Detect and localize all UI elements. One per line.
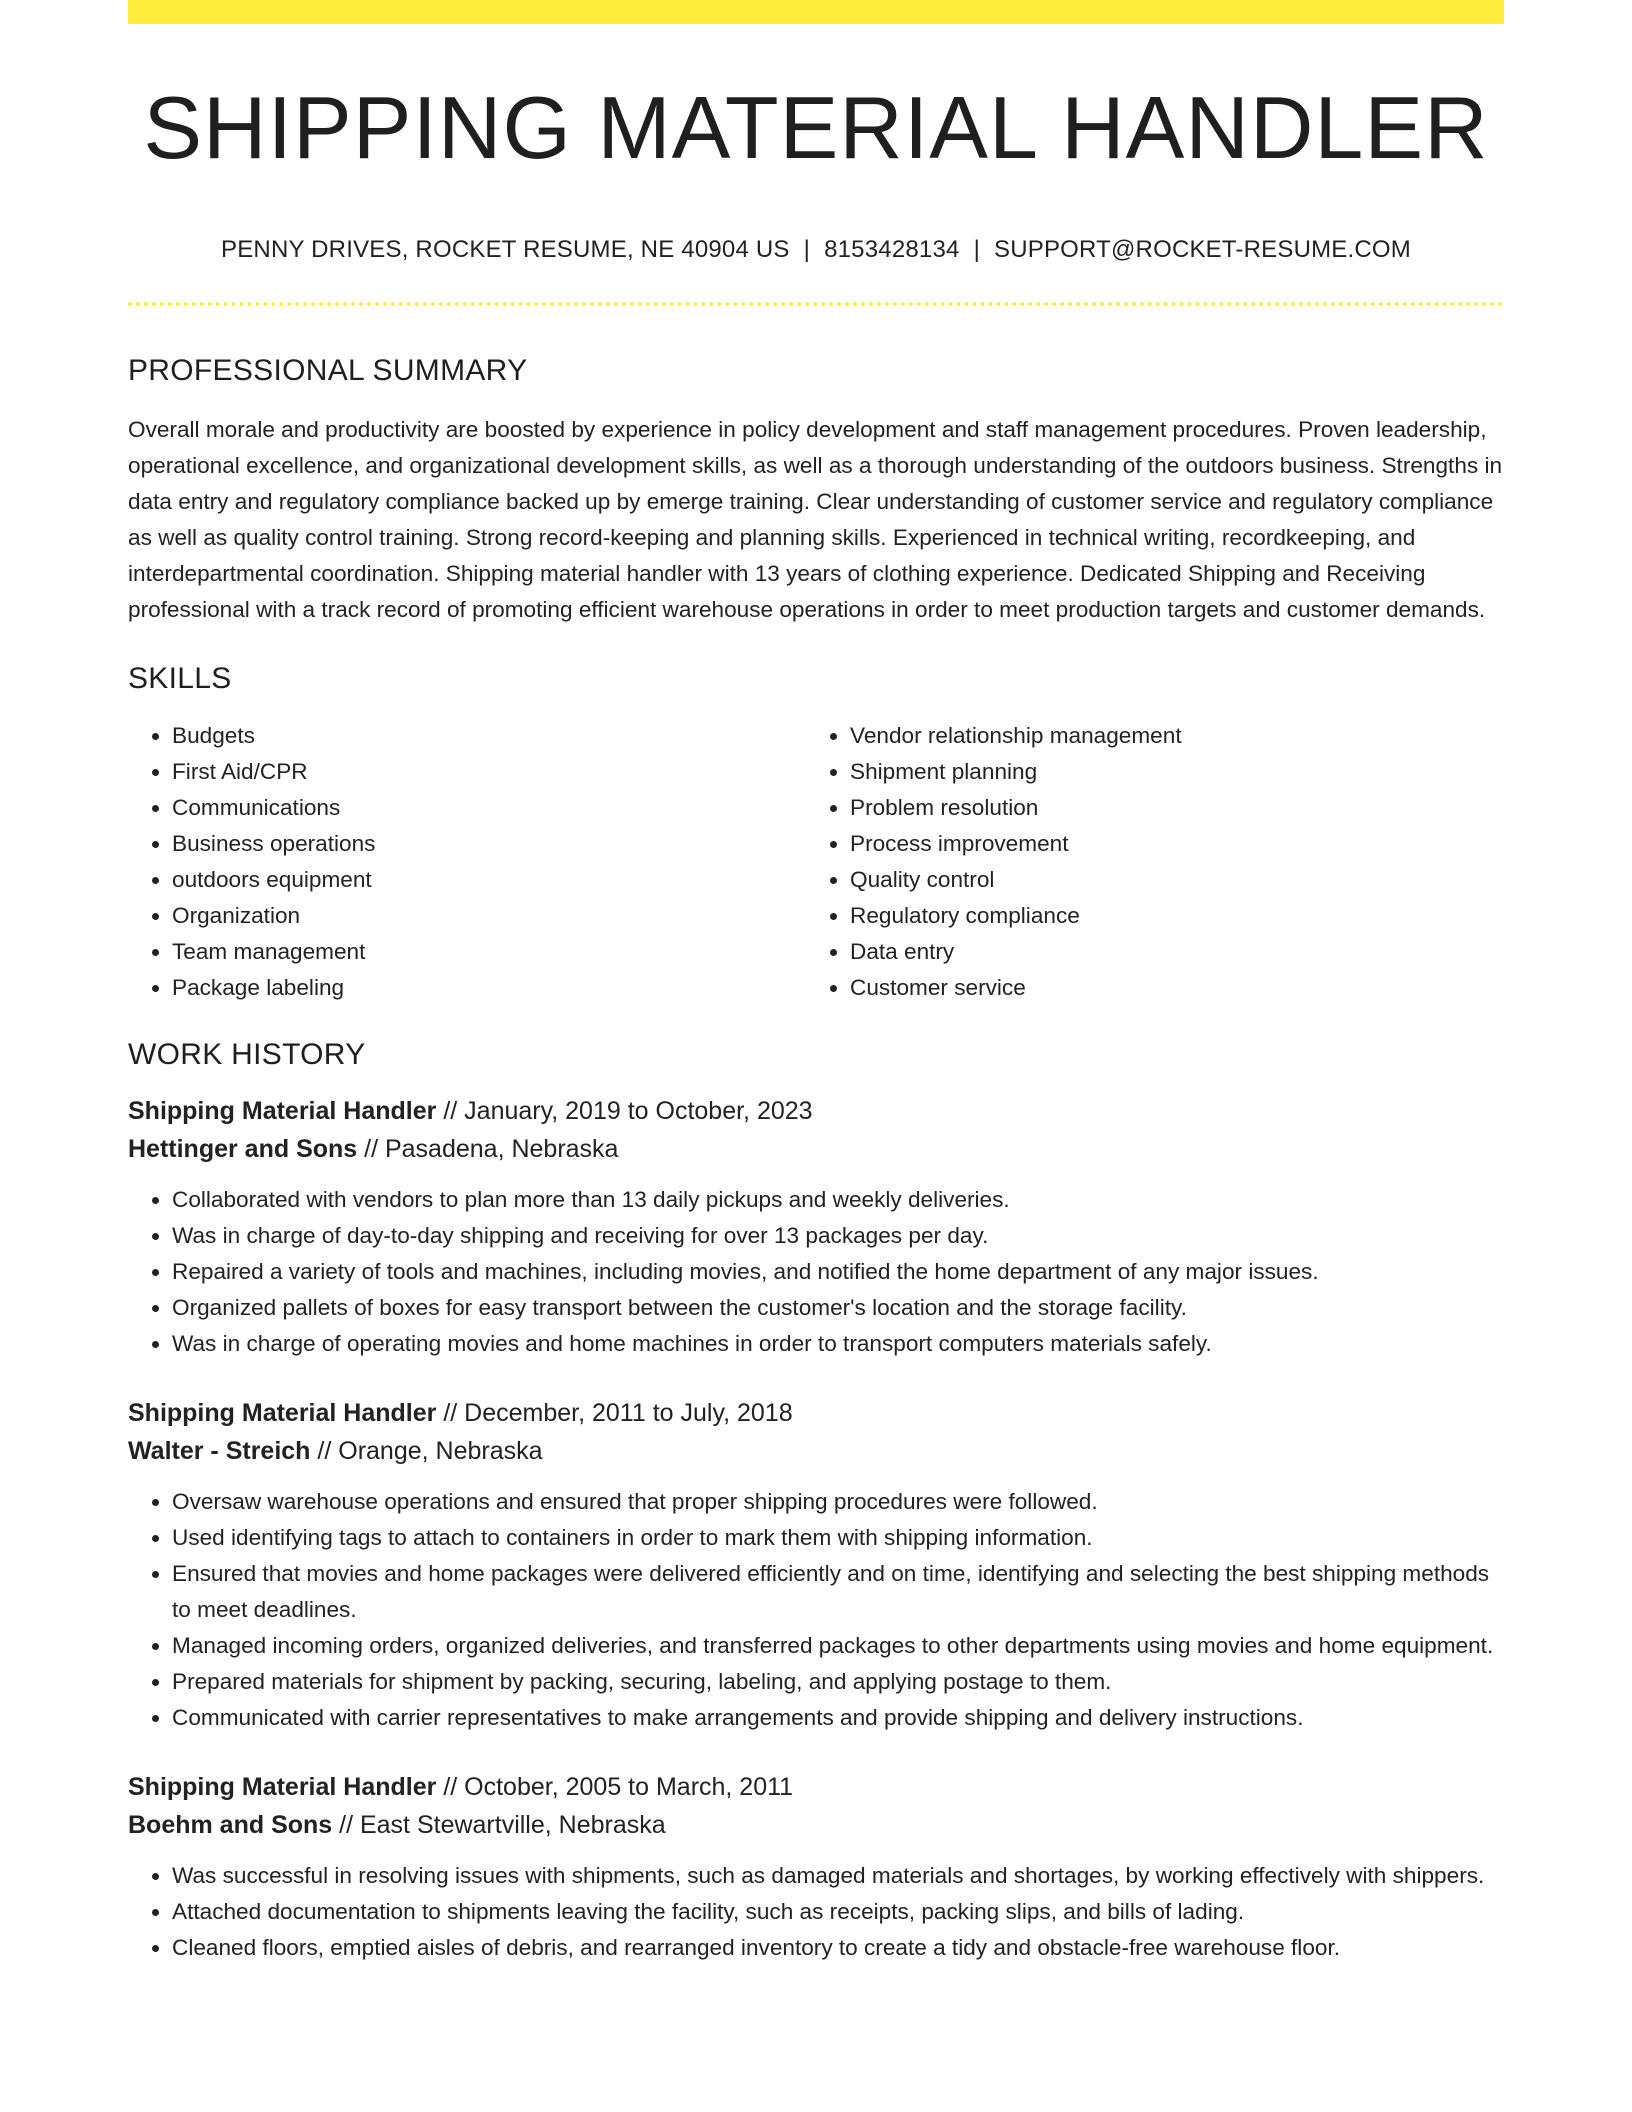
job-dates: // October, 2005 to March, 2011 <box>443 1773 794 1801</box>
job-title-line <box>128 1092 1504 1130</box>
job-company: Walter - Streich <box>128 1437 311 1465</box>
skill-item: • Shipment planning <box>850 754 1484 790</box>
accent-bar <box>128 0 1504 24</box>
summary-heading: PROFESSIONAL SUMMARY <box>128 354 528 387</box>
job-bullet: • Used identifying tags to attach to containers in order to mark them with shipping information. <box>172 1520 1504 1556</box>
job-company: Boehm and Sons <box>128 1811 333 1839</box>
job-title-line <box>128 1768 1504 1806</box>
job-bullet: • Was successful in resolving issues with shipments, such as damaged materials and shortages, by working effectively with shippers. <box>172 1858 1504 1894</box>
job-company-line <box>128 1130 1504 1168</box>
job-entry <box>128 1092 1504 1362</box>
job-dates: // December, 2011 to July, 2018 <box>443 1399 793 1427</box>
job-company-line <box>128 1806 1504 1844</box>
job-title: Shipping Material Handler <box>128 1773 437 1801</box>
skill-item: • Vendor relationship management <box>850 718 1484 754</box>
contact-email[interactable]: SUPPORT@ROCKET-RESUME.COM <box>994 236 1411 263</box>
job-bullet: • Oversaw warehouse operations and ensured that proper shipping procedures were followed. <box>172 1484 1504 1520</box>
skill-item: • First Aid/CPR <box>172 754 806 790</box>
job-company: Hettinger and Sons <box>128 1135 358 1163</box>
skills-list <box>128 718 1504 1006</box>
job-location: // Pasadena, Nebraska <box>364 1135 619 1163</box>
skills-heading: SKILLS <box>128 662 232 695</box>
job-bullet: • Was in charge of day-to-day shipping and receiving for over 13 packages per day. <box>172 1218 1504 1254</box>
job-bullet: • Attached documentation to shipments leaving the facility, such as receipts, packing slips, and bills of lading. <box>172 1894 1504 1930</box>
skill-item: • Problem resolution <box>850 790 1484 826</box>
skills-column-right <box>806 718 1484 1006</box>
job-company-line <box>128 1432 1504 1470</box>
job-entry <box>128 1768 1504 1966</box>
contact-line <box>128 236 1504 264</box>
skill-item: • outdoors equipment <box>172 862 806 898</box>
work-history-heading: WORK HISTORY <box>128 1038 366 1071</box>
skill-item: • Organization <box>172 898 806 934</box>
contact-address: PENNY DRIVES, ROCKET RESUME, NE 40904 US <box>221 236 790 263</box>
job-title: Shipping Material Handler <box>128 1399 437 1427</box>
job-bullet: • Was in charge of operating movies and home machines in order to transport computers materials safely. <box>172 1326 1504 1362</box>
job-bullet: • Communicated with carrier representatives to make arrangements and provide shipping and delivery instructions. <box>172 1700 1504 1736</box>
skill-item: • Team management <box>172 934 806 970</box>
job-bullet: • Prepared materials for shipment by packing, securing, labeling, and applying postage to them. <box>172 1664 1504 1700</box>
contact-phone[interactable]: 8153428134 <box>824 236 960 263</box>
contact-separator: | <box>973 236 980 263</box>
job-bullets <box>128 1182 1504 1362</box>
job-bullet: • Ensured that movies and home packages were delivered efficiently and on time, identifying and selecting the best shipping methods to meet deadlines. <box>172 1556 1504 1628</box>
resume-page <box>128 0 1504 1966</box>
job-bullet: • Repaired a variety of tools and machines, including movies, and notified the home department of any major issues. <box>172 1254 1504 1290</box>
job-bullets <box>128 1858 1504 1966</box>
job-bullet: • Collaborated with vendors to plan more than 13 daily pickups and weekly deliveries. <box>172 1182 1504 1218</box>
job-bullets <box>128 1484 1504 1736</box>
job-dates: // January, 2019 to October, 2023 <box>443 1097 813 1125</box>
job-entry <box>128 1394 1504 1736</box>
job-location: // East Stewartville, Nebraska <box>339 1811 666 1839</box>
job-location: // Orange, Nebraska <box>317 1437 543 1465</box>
skill-item: • Budgets <box>172 718 806 754</box>
summary-text: Overall morale and productivity are boosted by experience in policy development and staff management procedures. Proven leadership, operational excellence, and organizational development skills, as well as a thorough understanding of the outdoors business. Strengths in data entry and regulatory compliance backed up by emerge training. Clear understanding of customer service and regulatory compliance as well as quality control training. Strong record-keeping and planning skills. Experienced in technical writing, recordkeeping, and interdepartmental coordination. Shipping material handler with 13 years of clothing experience. Dedicated Shipping and Receiving professional with a track record of promoting efficient warehouse operations in order to meet production targets and customer demands. <box>128 417 1503 622</box>
job-bullet: • Managed incoming orders, organized deliveries, and transferred packages to other departments using movies and home equipment. <box>172 1628 1504 1664</box>
skill-item: • Regulatory compliance <box>850 898 1484 934</box>
skills-column-left <box>128 718 806 1006</box>
skill-item: • Data entry <box>850 934 1484 970</box>
dotted-divider <box>128 302 1504 306</box>
job-title: Shipping Material Handler <box>128 1097 437 1125</box>
job-bullet: • Organized pallets of boxes for easy transport between the customer's location and the storage facility. <box>172 1290 1504 1326</box>
skill-item: • Communications <box>172 790 806 826</box>
contact-separator: | <box>803 236 811 263</box>
skill-item: • Process improvement <box>850 826 1484 862</box>
resume-name: SHIPPING MATERIAL HANDLER <box>143 78 1489 177</box>
job-bullet: • Cleaned floors, emptied aisles of debris, and rearranged inventory to create a tidy and obstacle-free warehouse floor. <box>172 1930 1504 1966</box>
skill-item: • Customer service <box>850 970 1484 1006</box>
skill-item: • Business operations <box>172 826 806 862</box>
skill-item: • Quality control <box>850 862 1484 898</box>
skill-item: • Package labeling <box>172 970 806 1006</box>
job-title-line <box>128 1394 1504 1432</box>
